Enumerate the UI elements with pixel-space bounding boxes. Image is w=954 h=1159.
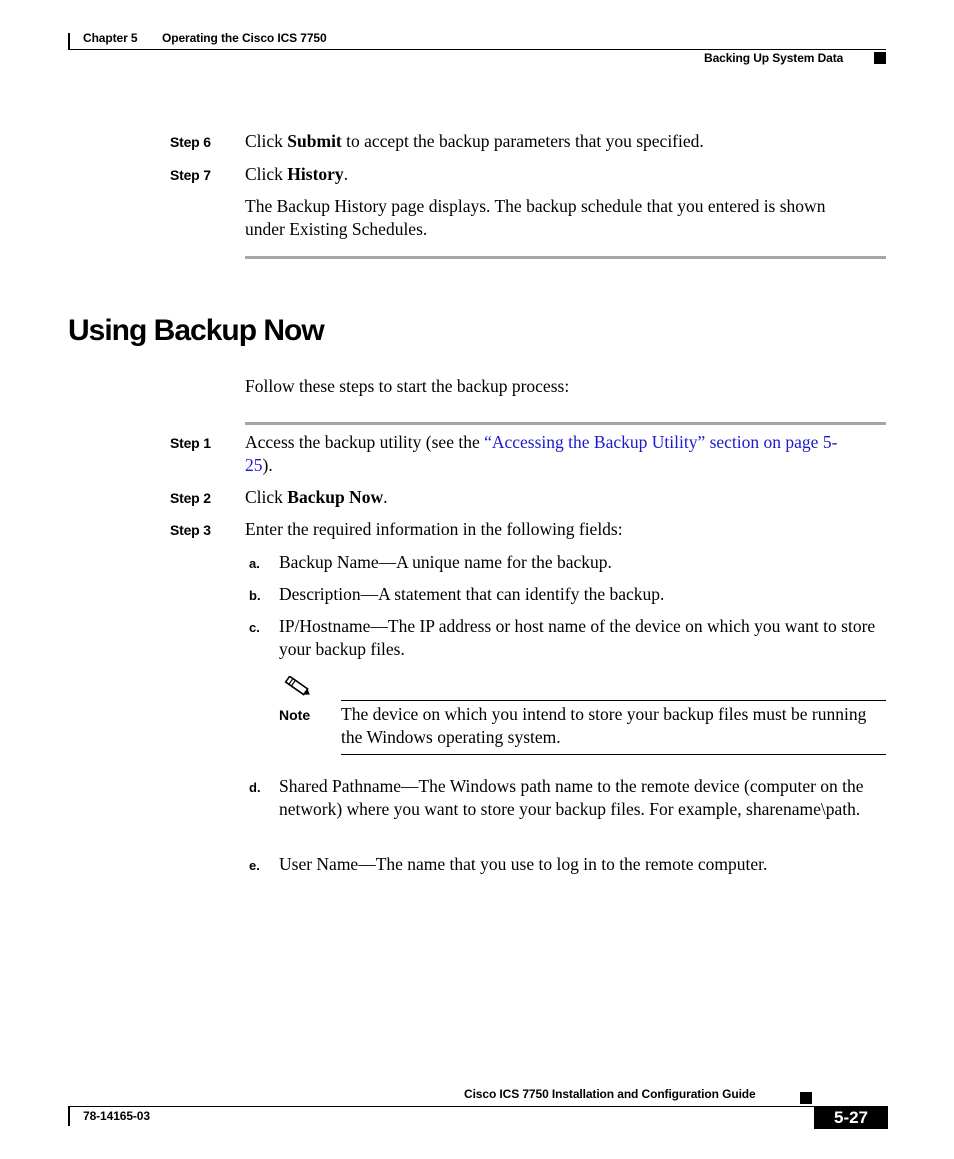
field-b-label: b. [249, 588, 261, 603]
header-block [874, 52, 886, 64]
field-b-text: Description—A statement that can identify the backup. [279, 584, 665, 604]
backup-now-term: Backup Now [287, 487, 384, 507]
intro-text: Follow these steps to start the backup process: [245, 376, 570, 396]
step-7-text: Click History. [245, 164, 349, 184]
field-c-text: IP/Hostname—The IP address or host name of the device on which you want to store your backup files. [279, 616, 876, 659]
accessing-backup-utility-link[interactable]: “Accessing the Backup Utility” section on page 5-25 [245, 432, 838, 475]
footer-left-bar [68, 1106, 70, 1126]
footer-page-number: 5-27 [814, 1106, 888, 1129]
step-1-text: Access the backup utility (see the “Accessing the Backup Utility” section on page 5-25). [245, 432, 838, 475]
note-bottom-rule [341, 754, 886, 755]
submit-term: Submit [287, 131, 342, 151]
footer-doc-number: 78-14165-03 [83, 1109, 150, 1123]
field-a-label: a. [249, 556, 260, 571]
step-6-label: Step 6 [170, 134, 211, 150]
field-d-text: Shared Pathname—The Windows path name to the remote device (computer on the network) where you want to store your backup files. For example, sharename\path. [279, 776, 864, 819]
step-3-label: Step 3 [170, 522, 211, 538]
header-left-bar [68, 33, 70, 50]
history-term: History [287, 164, 344, 184]
step-1-label: Step 1 [170, 435, 211, 451]
procedure-start-rule [245, 422, 886, 425]
field-d-label: d. [249, 780, 261, 795]
step-6-text: Click Submit to accept the backup parameters that you specified. [245, 131, 704, 151]
section-heading: Using Backup Now [68, 314, 324, 347]
field-c-label: c. [249, 620, 260, 635]
field-e-text: User Name—The name that you use to log in to the remote computer. [279, 854, 768, 874]
footer-rule [68, 1106, 886, 1107]
header-rule [68, 49, 886, 50]
note-top-rule [341, 700, 886, 701]
pencil-note-icon [283, 676, 313, 703]
field-a-text: Backup Name—A unique name for the backup. [279, 552, 612, 572]
step-2-label: Step 2 [170, 490, 211, 506]
history-paragraph: The Backup History page displays. The backup schedule that you entered is shown under Existing Schedules. [245, 196, 826, 239]
header-chapter-title: Operating the Cisco ICS 7750 [162, 31, 327, 45]
note-label: Note [279, 707, 311, 723]
field-e-label: e. [249, 858, 260, 873]
section-end-rule [245, 256, 886, 259]
footer-guide-title: Cisco ICS 7750 Installation and Configuration Guide [464, 1087, 756, 1101]
step-3-text: Enter the required information in the following fields: [245, 519, 623, 539]
footer-block [800, 1092, 812, 1104]
step-2-text: Click Backup Now. [245, 487, 388, 507]
header-chapter: Chapter 5 [83, 31, 138, 45]
note-text: The device on which you intend to store your backup files must be running the Windows operating system. [341, 704, 867, 747]
step-7-label: Step 7 [170, 167, 211, 183]
header-section: Backing Up System Data [704, 51, 844, 65]
